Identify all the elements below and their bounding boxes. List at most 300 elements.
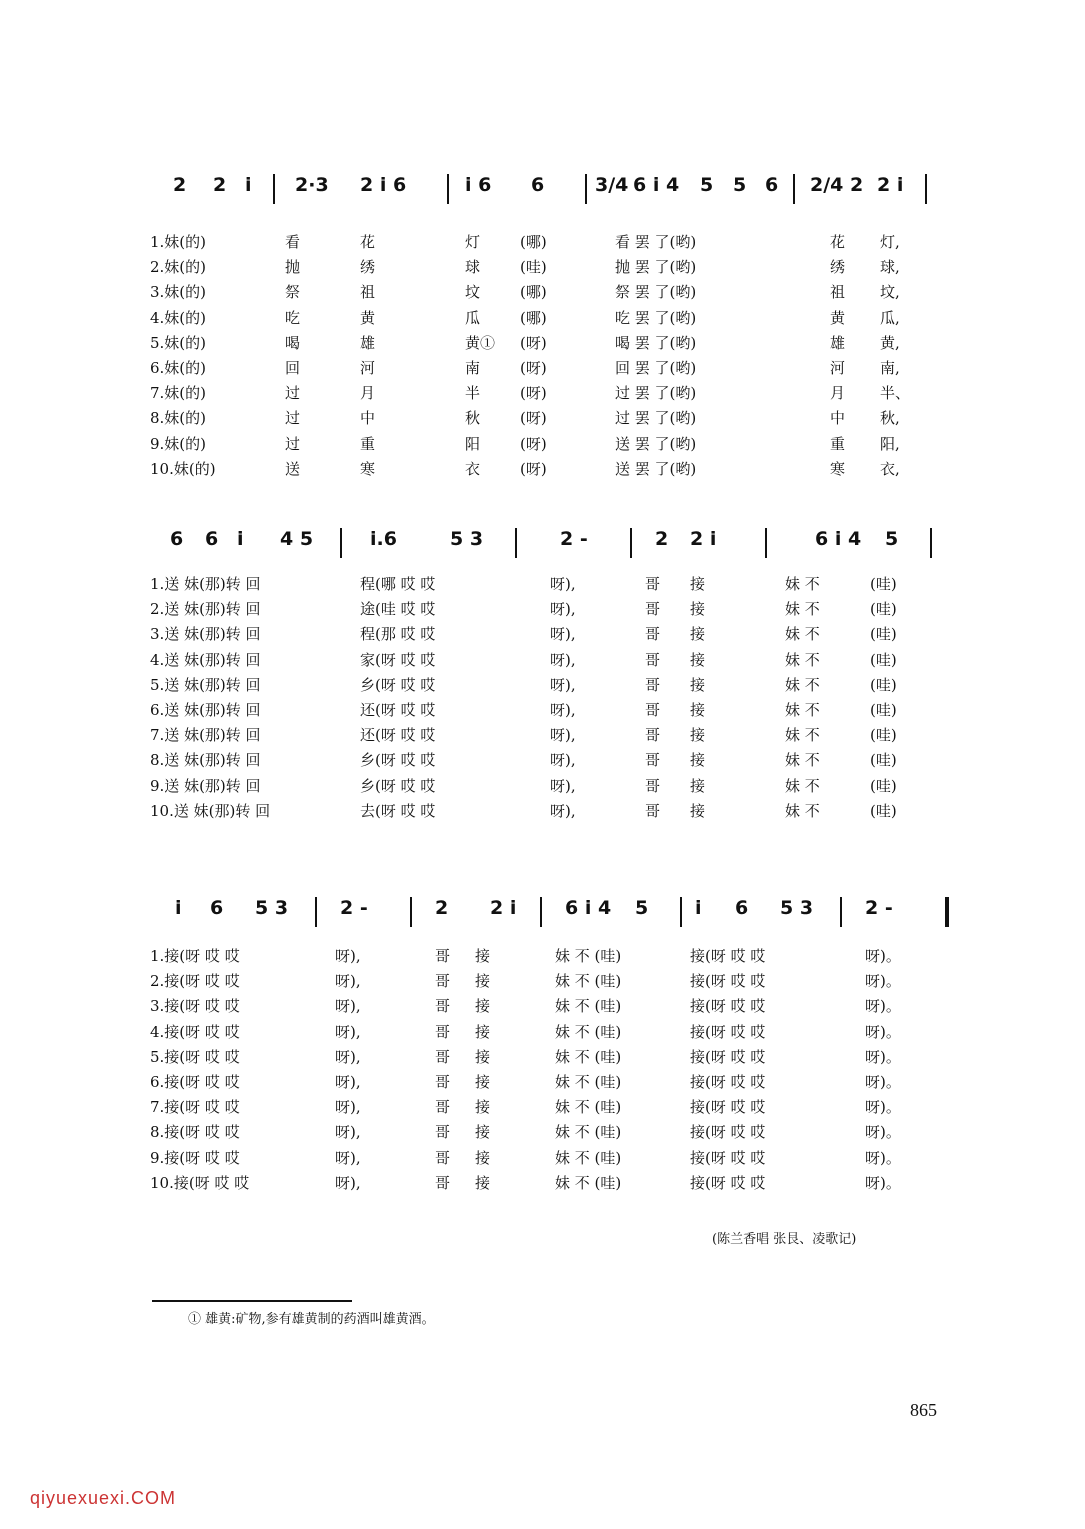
lyric-cell: 衣, — [880, 459, 900, 478]
lyric-cell: 黄 — [360, 308, 376, 327]
lyric-cell: 接 — [475, 1148, 491, 1167]
lyric-cell: 接 — [690, 675, 706, 694]
lyric-cell: 乡(呀 哎 哎 — [360, 776, 436, 795]
lyric-cell: 看 — [285, 233, 301, 251]
lyric-cell: (哇) — [870, 575, 897, 593]
note-group: i.6 — [370, 528, 397, 550]
lyric-cell: 呀), — [550, 625, 576, 644]
lyric-cell: (呀) — [520, 409, 547, 428]
lyric-cell: (呀) — [520, 358, 547, 377]
note-group: 2 — [173, 174, 187, 196]
lyric-cell: (哇) — [870, 675, 897, 694]
lyric-cell: 9.送 妹(那)转 回 — [150, 776, 261, 795]
lyric-cell: 阳 — [465, 434, 481, 453]
note-group: i — [245, 174, 252, 196]
lyric-cell: 接(呀 哎 哎 — [690, 1047, 766, 1066]
lyric-cell: 妹 不 (哇) — [555, 1148, 622, 1167]
lyric-cell: 接(呀 哎 哎 — [690, 947, 766, 965]
barline — [273, 174, 275, 204]
lyric-cell: 哥 — [645, 700, 661, 719]
lyric-cell: 还(呀 哎 哎 — [360, 726, 436, 745]
barline — [410, 897, 412, 927]
note-group: 2·3 — [295, 174, 329, 196]
lyric-verse-row — [145, 1021, 925, 1046]
lyric-cell: 哥 — [435, 1123, 451, 1142]
lyric-cell: 接 — [690, 751, 706, 770]
lyric-verse-row — [145, 749, 925, 774]
barline — [315, 897, 317, 927]
lyric-cell: 妹 不 (哇) — [555, 1123, 622, 1142]
lyric-cell: 看 罢 了(哟) — [615, 233, 697, 251]
lyric-cell: 妹 不 (哇) — [555, 997, 622, 1016]
note-group: i 6 — [465, 174, 492, 196]
lyric-cell: 绣 — [360, 258, 376, 277]
lyric-cell: 南 — [465, 358, 481, 377]
lyric-cell: 接(呀 哎 哎 — [690, 1098, 766, 1117]
barline — [630, 528, 632, 558]
barline — [925, 174, 927, 204]
lyric-cell: 9.妹(的) — [150, 434, 207, 453]
lyric-cell: 灯 — [465, 233, 481, 251]
lyric-cell: 中 — [830, 409, 846, 428]
lyric-cell: 1.妹(的) — [150, 233, 207, 251]
note-group: 6 — [765, 174, 779, 196]
lyric-cell: 呀)。 — [865, 1098, 901, 1117]
lyric-cell: 接(呀 哎 哎 — [690, 1123, 766, 1142]
lyric-cell: 哥 — [645, 776, 661, 795]
lyric-cell: 接(呀 哎 哎 — [690, 1072, 766, 1091]
lyric-verse-row — [145, 699, 925, 724]
barline — [585, 174, 587, 204]
lyric-cell: 过 — [285, 384, 301, 403]
lyric-cell: 月 — [830, 384, 846, 403]
lyric-cell: 接 — [475, 997, 491, 1016]
lyric-verse-row — [145, 674, 925, 699]
lyric-cell: (哇) — [520, 258, 547, 277]
lyric-cell: 接(呀 哎 哎 — [690, 1022, 766, 1041]
note-group: 6 — [170, 528, 184, 550]
lyric-cell: 接(呀 哎 哎 — [690, 1148, 766, 1167]
note-group: 6 i 4 — [633, 174, 680, 196]
lyric-cell: 秋, — [880, 409, 900, 428]
lyric-cell: 祭 罢 了(哟) — [615, 283, 697, 302]
lyric-cell: 接 — [690, 625, 706, 644]
lyric-cell: (哪) — [520, 283, 547, 302]
lyric-cell: 中 — [360, 409, 376, 428]
lyric-cell: 坟 — [465, 283, 481, 302]
lyric-cell: 乡(呀 哎 哎 — [360, 751, 436, 770]
lyric-cell: 接 — [690, 726, 706, 745]
lyric-cell: 吃 罢 了(哟) — [615, 308, 697, 327]
lyric-cell: 4.接(呀 哎 哎 — [150, 1022, 240, 1041]
lyric-cell: 过 罢 了(哟) — [615, 384, 697, 403]
lyric-cell: 球, — [880, 258, 900, 277]
lyric-cell: 呀)。 — [865, 947, 901, 965]
lyric-cell: (呀) — [520, 434, 547, 453]
lyric-cell: 哥 — [645, 675, 661, 694]
lyric-cell: (呀) — [520, 384, 547, 403]
lyric-cell: 接 — [690, 776, 706, 795]
lyric-cell: 呀), — [550, 700, 576, 719]
lyric-cell: 回 — [285, 358, 301, 377]
lyric-cell: 6.妹(的) — [150, 358, 207, 377]
lyric-cell: (哇) — [870, 625, 897, 644]
lyric-cell: 喝 罢 了(哟) — [615, 333, 697, 352]
lyric-verse-row — [145, 1121, 925, 1146]
lyric-cell: 呀), — [550, 650, 576, 669]
lyric-cell: 雄 — [830, 333, 846, 352]
lyric-cell: 接 — [475, 1123, 491, 1142]
lyric-cell: (哇) — [870, 801, 897, 820]
lyric-verse-row — [145, 775, 925, 800]
note-group: 4 5 — [280, 528, 314, 550]
lyric-cell: 妹 不 — [785, 726, 820, 745]
note-group: 2 - — [340, 897, 368, 919]
lyric-cell: 8.接(呀 哎 哎 — [150, 1123, 240, 1142]
lyric-cell: 接 — [690, 700, 706, 719]
lyric-cell: 呀)。 — [865, 972, 901, 991]
lyric-cell: 哥 — [645, 575, 661, 593]
lyric-cell: 祭 — [285, 283, 301, 302]
notation-line-1 — [165, 160, 945, 200]
lyric-verse-row — [145, 724, 925, 749]
lyric-cell: 重 — [360, 434, 376, 453]
lyric-cell: 呀)。 — [865, 1047, 901, 1066]
lyric-cell: 4.妹(的) — [150, 308, 207, 327]
lyric-cell: 7.妹(的) — [150, 384, 207, 403]
lyric-verse-row — [145, 332, 925, 357]
lyric-verse-row — [145, 1147, 925, 1172]
note-group: 5 — [885, 528, 899, 550]
lyric-cell: 呀)。 — [865, 1123, 901, 1142]
lyric-verse-row — [145, 307, 925, 332]
lyric-cell: 南, — [880, 358, 900, 377]
note-group: 6 — [735, 897, 749, 919]
barline — [447, 174, 449, 204]
lyric-cell: 5.接(呀 哎 哎 — [150, 1047, 240, 1066]
barline — [930, 528, 932, 558]
lyric-cell: 重 — [830, 434, 846, 453]
lyric-verse-row — [145, 433, 925, 458]
final-barline — [945, 897, 949, 927]
note-group: 3/4 — [595, 174, 629, 196]
lyric-verse-row — [145, 598, 925, 623]
barline — [540, 897, 542, 927]
lyric-verse-row — [145, 407, 925, 432]
lyric-cell: 哥 — [435, 972, 451, 991]
lyric-cell: 黄① — [465, 333, 496, 352]
lyric-cell: 哥 — [645, 801, 661, 820]
lyric-cell: 妹 不 — [785, 600, 820, 619]
lyric-cell: (哇) — [870, 726, 897, 745]
lyric-cell: 程(那 哎 哎 — [360, 625, 436, 644]
lyric-cell: 呀), — [335, 1148, 361, 1167]
lyric-cell: 哥 — [435, 1022, 451, 1041]
note-group: 2 — [213, 174, 227, 196]
footnote-divider — [152, 1300, 352, 1302]
note-group: 5 — [733, 174, 747, 196]
lyric-cell: 瓜 — [465, 308, 481, 327]
lyric-cell: 7.送 妹(那)转 回 — [150, 726, 261, 745]
lyric-cell: 家(呀 哎 哎 — [360, 650, 436, 669]
lyrics-block-1 — [145, 231, 925, 483]
lyric-cell: 黄 — [830, 308, 846, 327]
lyric-cell: 2.妹(的) — [150, 258, 207, 277]
lyric-cell: 喝 — [285, 333, 301, 352]
note-group: 6 — [210, 897, 224, 919]
lyric-cell: 呀), — [335, 1123, 361, 1142]
lyric-cell: 妹 不 — [785, 776, 820, 795]
lyric-cell: (哇) — [870, 650, 897, 669]
notation-line-2 — [165, 514, 945, 554]
lyric-cell: 呀)。 — [865, 997, 901, 1016]
lyric-cell: 送 罢 了(哟) — [615, 459, 697, 478]
lyric-cell: 接 — [475, 1022, 491, 1041]
note-group: i — [237, 528, 244, 550]
lyric-cell: 去(呀 哎 哎 — [360, 801, 436, 820]
lyric-cell: 呀)。 — [865, 1072, 901, 1091]
lyric-cell: 呀), — [550, 575, 576, 593]
lyric-cell: 呀), — [335, 997, 361, 1016]
lyric-cell: 妹 不 (哇) — [555, 1047, 622, 1066]
lyric-cell: 绣 — [830, 258, 846, 277]
lyric-cell: 呀)。 — [865, 1022, 901, 1041]
lyric-cell: 呀), — [335, 972, 361, 991]
lyric-cell: 哥 — [645, 726, 661, 745]
note-group: 5 — [635, 897, 649, 919]
lyric-verse-row — [145, 573, 925, 598]
lyric-cell: 花 — [360, 233, 376, 251]
lyric-cell: 哥 — [645, 650, 661, 669]
lyric-cell: 5.妹(的) — [150, 333, 207, 352]
lyric-cell: 寒 — [830, 459, 846, 478]
lyric-cell: (呀) — [520, 333, 547, 352]
lyric-cell: 抛 — [285, 258, 301, 277]
lyric-cell: 接(呀 哎 哎 — [690, 997, 766, 1016]
lyric-cell: 哥 — [435, 997, 451, 1016]
lyric-cell: 接 — [475, 947, 491, 965]
barline — [515, 528, 517, 558]
note-group: 5 3 — [450, 528, 484, 550]
barline — [793, 174, 795, 204]
lyric-cell: 妹 不 — [785, 700, 820, 719]
barline — [680, 897, 682, 927]
lyric-cell: 接(呀 哎 哎 — [690, 972, 766, 991]
lyric-cell: 月 — [360, 384, 376, 403]
lyric-cell: 呀)。 — [865, 1173, 901, 1192]
note-group: i — [175, 897, 182, 919]
performer-credit: (陈兰香唱 张艮、凌歌记) — [712, 1232, 857, 1247]
lyric-cell: 过 — [285, 434, 301, 453]
lyric-cell: 途(哇 哎 哎 — [360, 600, 436, 619]
note-group: 6 — [205, 528, 219, 550]
lyric-cell: 吃 — [285, 308, 301, 327]
lyric-verse-row — [145, 382, 925, 407]
lyric-cell: 哥 — [645, 751, 661, 770]
lyric-cell: 过 罢 了(哟) — [615, 409, 697, 428]
lyric-cell: 2.接(呀 哎 哎 — [150, 972, 240, 991]
note-group: i — [695, 897, 702, 919]
lyric-cell: 5.送 妹(那)转 回 — [150, 675, 261, 694]
lyric-cell: 接 — [690, 801, 706, 820]
lyric-cell: 妹 不 — [785, 650, 820, 669]
lyric-cell: 2.送 妹(那)转 回 — [150, 600, 261, 619]
lyric-verse-row — [145, 649, 925, 674]
lyric-cell: 呀), — [550, 675, 576, 694]
lyric-cell: 瓜, — [880, 308, 900, 327]
lyric-cell: 哥 — [435, 1047, 451, 1066]
lyric-cell: 黄, — [880, 333, 900, 352]
lyric-cell: 7.接(呀 哎 哎 — [150, 1098, 240, 1117]
lyric-cell: 妹 不 — [785, 801, 820, 820]
lyric-verse-row — [145, 945, 925, 970]
lyric-cell: 送 — [285, 459, 301, 478]
lyric-cell: 妹 不 (哇) — [555, 1098, 622, 1117]
lyric-cell: 衣 — [465, 459, 481, 478]
lyric-cell: 妹 不 (哇) — [555, 1072, 622, 1091]
lyric-cell: 呀), — [335, 1072, 361, 1091]
lyric-verse-row — [145, 1071, 925, 1096]
lyric-cell: 呀), — [335, 1173, 361, 1192]
lyric-cell: 秋 — [465, 409, 481, 428]
lyric-cell: 祖 — [830, 283, 846, 302]
lyric-cell: 河 — [830, 358, 846, 377]
note-group: 5 3 — [255, 897, 289, 919]
lyric-cell: 接 — [690, 600, 706, 619]
lyrics-block-3 — [145, 945, 925, 1197]
lyric-cell: 过 — [285, 409, 301, 428]
lyric-cell: 6.接(呀 哎 哎 — [150, 1072, 240, 1091]
lyric-cell: 花 — [830, 233, 846, 251]
lyric-cell: 还(呀 哎 哎 — [360, 700, 436, 719]
lyric-cell: 6.送 妹(那)转 回 — [150, 700, 261, 719]
lyric-cell: 呀), — [550, 801, 576, 820]
lyric-verse-row — [145, 357, 925, 382]
lyric-verse-row — [145, 281, 925, 306]
lyric-cell: 呀), — [335, 1022, 361, 1041]
lyric-cell: 祖 — [360, 283, 376, 302]
lyric-cell: 呀), — [550, 776, 576, 795]
note-group: 2 i — [490, 897, 517, 919]
lyric-cell: 1.接(呀 哎 哎 — [150, 947, 240, 965]
lyric-cell: 妹 不 — [785, 575, 820, 593]
lyric-cell: 1.送 妹(那)转 回 — [150, 575, 261, 593]
lyric-cell: 妹 不 — [785, 625, 820, 644]
lyric-cell: 接 — [475, 972, 491, 991]
lyric-cell: 抛 罢 了(哟) — [615, 258, 697, 277]
lyric-verse-row — [145, 623, 925, 648]
lyric-cell: 妹 不 (哇) — [555, 947, 622, 965]
lyric-cell: 3.接(呀 哎 哎 — [150, 997, 240, 1016]
lyric-cell: 8.送 妹(那)转 回 — [150, 751, 261, 770]
lyric-cell: 呀), — [335, 947, 361, 965]
lyric-verse-row — [145, 800, 925, 825]
lyric-cell: 9.接(呀 哎 哎 — [150, 1148, 240, 1167]
note-group: 2 - — [560, 528, 588, 550]
note-group: 2 i — [690, 528, 717, 550]
lyric-cell: 半 — [465, 384, 481, 403]
lyric-cell: 回 罢 了(哟) — [615, 358, 697, 377]
lyric-cell: 妹 不 (哇) — [555, 972, 622, 991]
lyric-cell: 妹 不 — [785, 751, 820, 770]
lyric-cell: 乡(呀 哎 哎 — [360, 675, 436, 694]
barline — [765, 528, 767, 558]
lyric-cell: 哥 — [645, 625, 661, 644]
lyric-cell: 接 — [690, 650, 706, 669]
lyric-cell: 哥 — [435, 1098, 451, 1117]
lyric-cell: (哇) — [870, 700, 897, 719]
lyrics-block-2 — [145, 573, 925, 825]
barline — [840, 897, 842, 927]
lyric-cell: 3.妹(的) — [150, 283, 207, 302]
lyric-cell: 4.送 妹(那)转 回 — [150, 650, 261, 669]
lyric-cell: (哪) — [520, 233, 547, 251]
lyric-cell: 呀), — [550, 600, 576, 619]
note-group: 5 — [700, 174, 714, 196]
note-group: 6 — [531, 174, 545, 196]
note-group: 5 3 — [780, 897, 814, 919]
note-group: 2/4 2 — [810, 174, 864, 196]
lyric-cell: 接 — [475, 1098, 491, 1117]
footnote: ① 雄黄:矿物,参有雄黄制的药酒叫雄黄酒。 — [188, 1312, 435, 1327]
lyric-cell: (哇) — [870, 600, 897, 619]
lyric-cell: 呀), — [550, 726, 576, 745]
lyric-cell: 3.送 妹(那)转 回 — [150, 625, 261, 644]
lyric-cell: 半、 — [880, 384, 911, 403]
lyric-cell: 雄 — [360, 333, 376, 352]
lyric-cell: (呀) — [520, 459, 547, 478]
lyric-cell: 哥 — [435, 1148, 451, 1167]
lyric-cell: 哥 — [645, 600, 661, 619]
lyric-cell: 球 — [465, 258, 481, 277]
lyric-cell: (哇) — [870, 751, 897, 770]
notation-line-3 — [165, 883, 945, 923]
lyric-verse-row — [145, 231, 925, 256]
lyric-verse-row — [145, 256, 925, 281]
note-group: 2 - — [865, 897, 893, 919]
watermark: qiyuexuexi.COM — [30, 1488, 177, 1508]
lyric-cell: 妹 不 (哇) — [555, 1173, 622, 1192]
page-number: 865 — [910, 1400, 937, 1420]
lyric-cell: 呀), — [335, 1098, 361, 1117]
note-group: 2 i — [877, 174, 904, 196]
note-group: 2 — [655, 528, 669, 550]
note-group: 6 i 4 — [565, 897, 612, 919]
lyric-cell: 妹 不 (哇) — [555, 1022, 622, 1041]
lyric-cell: 接 — [475, 1173, 491, 1192]
lyric-cell: 呀), — [335, 1047, 361, 1066]
lyric-cell: 接 — [690, 575, 706, 593]
note-group: 6 i 4 — [815, 528, 862, 550]
lyric-verse-row — [145, 1172, 925, 1197]
lyric-cell: 接(呀 哎 哎 — [690, 1173, 766, 1192]
lyric-verse-row — [145, 970, 925, 995]
lyric-cell: 接 — [475, 1047, 491, 1066]
lyric-cell: (哪) — [520, 308, 547, 327]
lyric-cell: 坟, — [880, 283, 900, 302]
lyric-verse-row — [145, 995, 925, 1020]
lyric-verse-row — [145, 1046, 925, 1071]
lyric-cell: 河 — [360, 358, 376, 377]
lyric-cell: 接 — [475, 1072, 491, 1091]
barline — [340, 528, 342, 558]
lyric-cell: 哥 — [435, 1173, 451, 1192]
lyric-cell: 阳, — [880, 434, 900, 453]
lyric-cell: 哥 — [435, 947, 451, 965]
note-group: 2 — [435, 897, 449, 919]
lyric-cell: 送 罢 了(哟) — [615, 434, 697, 453]
lyric-cell: (哇) — [870, 776, 897, 795]
